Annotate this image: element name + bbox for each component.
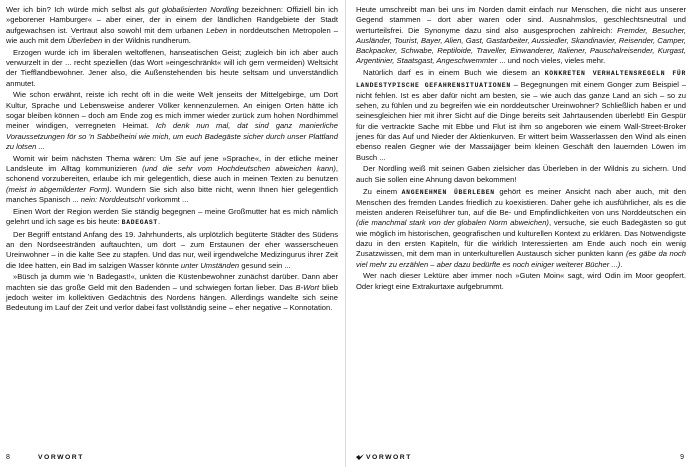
italic-run: gut globalisierten Nordling [148,5,239,14]
running-head-left: VORWORT [38,454,84,461]
italic-run: Leben [206,25,228,35]
smallcaps-run: KONKRETEN VERHALTENSREGELN FÜR LANDESTYPISCHE GEFAHRENSITUATIONEN [356,70,686,89]
paragraph [356,164,686,185]
italic-run: (und die sehr vom Hochdeutschen abweichen kann) [142,163,336,173]
italic-run: Sie [175,153,187,163]
paragraph [6,90,338,152]
italic-run: B-Wort [295,282,320,292]
left-footer [0,454,346,463]
text-run: , schonend vorzubereiten, erlaube ich mir gelegentlich, diese auch in meinen Texten zu benutzen [6,163,338,184]
text-run: . [157,216,161,226]
text-run: gehört es meiner Ansicht nach aber auch, mit den Menschen des fremden Landes friedlich zu koexistieren. Daher gehe ich ausführlicher, als es die meisten anderen Reiseführer tun, auf die Be- und Empfindlichkeiten von uns Norddeutschen ein [356,186,686,218]
text-run: ... und noch vieles, vieles mehr. [497,56,606,66]
paragraph [6,5,338,46]
italic-run: Überleben [67,35,103,45]
bird-icon [356,454,364,460]
paragraph [356,271,686,292]
running-head-right [356,454,412,461]
paragraph [356,187,686,270]
text-run: Zu einem [363,186,402,196]
text-run: gesund sein ... [239,260,291,270]
paragraph [356,5,686,67]
paragraph [6,230,338,271]
text-run: blieb jedoch weiter im kollektiven Gedächtnis des Nordens hängen. Allerdings wandelte sich seine Bedeutung im Lauf der Zeit und verlor dabei fast vollständig seine – eher negative – Konnotation. [6,282,338,313]
paragraph [6,272,338,313]
text-run: in norddeutschen Metropolen – wie auch mit dem [6,25,338,45]
right-page [346,0,692,467]
smallcaps-run: BADEGAST [121,218,158,226]
text-run: Natürlich darf es in einem Buch wie diesem an [363,68,545,78]
page-number-left: 8 [6,454,10,461]
italic-run: unter Umständen [180,260,240,270]
paragraph [6,207,338,229]
text-run: Wer ich bin? Ich würde mich selbst als [6,5,149,14]
text-run: in der Wildnis rundherum. [102,35,191,45]
right-body-text [356,5,686,292]
right-footer [346,454,692,463]
smallcaps-run: ANGENEHMEN ÜBERLEBEN [401,188,495,196]
text-run: »Büsch ja dumm wie 'n Badegast!«, unkten die Küstenbewohner zunächst darüber. Dann aber machten sie das große Geld mit den Badenden – und schwiegen fortan lieber. Das [6,272,338,292]
text-run: Heute umschreibt man bei uns im Norden damit einfach nur Menschen, die nicht aus unserer Gegend stammen – dort aber waren oder sind. Ausnahmslos, geschlechtsneutral und werturteilsfrei. Die Synonyme dazu sind also ausgesprochen zahlreich: [356,5,686,35]
page-number-right: 9 [680,454,684,461]
italic-run: Ich denk nun mal, dat sind ganz manierliche Voraussetzungen för so 'n Sabbelheini wie mich, um euch Badegäste sicher durch unser Plattland zu lotsen ... [6,121,338,151]
text-run: Womit wir beim nächsten Thema wären: Um [13,153,176,163]
paragraph [6,48,338,89]
running-head-right-label: VORWORT [366,454,412,461]
paragraph [356,68,686,163]
text-run: Der Begriff entstand Anfang des 19. Jahrhunderts, als urplötzlich begüterte Städter des Südens an den Nordseestränden auftauchten, um dort – zum Erstaunen der eher wasserscheuen Ureinwohner – in die kalte See zu stapfen. Und das nur, weil irgendwelche Medizingurus ihrer Zeit die Idee hatten, ein Bad im salzigen Wasser könnte [6,229,338,270]
left-body-text [6,5,338,314]
text-run: vorkommt ... [144,194,189,204]
text-run: Der Nordling weiß mit seinen Gaben zielsicher das Überleben in der Wildnis zu sichern. Und auch Sie sollen eine Ahnung davon bekommen! [356,164,686,184]
italic-run: nein: Norddeutsch! [80,194,145,204]
text-run: Einen Wort der Region werden Sie ständig begegnen – meine Großmutter hat es mich nämlich gelehrt und ich sage es bis heute: [6,206,338,226]
text-run: . Wundern Sie sich also bitte nicht, wenn Ihnen hier gelegentlich manches Spanisch ... [6,184,338,204]
text-run: Wer nach dieser Lektüre aber immer noch »Guten Moin« sagt, wird Odin im Moor geopfert. Oder kriegt eine Extrakurtaxe aufgebrummt. [356,271,686,291]
text-run: – Begegnungen mit einem Gonger zum Beispiel – nicht fehlen. Ist es aber dafür nicht am besten, sie – wie auch das ganze Land an sich – so zu sehen, zu fühlen und zu begreifen wie ein norddeutscher Ureinwohner? Schließlich haben er und seinesgleichen hier mit ihrer Sicht auf die Dinge bereits seit Jahrtausenden überlebt! Ein Gespür für die vertrackte Sache mit Ebbe und Flut ist ihm so angeboren wie einem Wall-Street-Broker jenes für das Auf und Nieder der Aktienkurven. Er wittert beim Wasserlassen den Wind als einen ebenso realen Gegner wie der Massaijäger beim kleinen Geschäft den lauernden Löwen im Busch ... [356,79,686,162]
italic-run: Fremder, Besucher, Ausländer, Tourist, Bayer, Alien, Gast, Gastarbeiter, Aussiedler, Skandinavier, Reisender, Camper, Backpacker, Schwabe, Reptiloide, Traveller, Einwanderer, Italiener, Pauschalreisender, Kurgast, Argentinier, Staatsgast, Angeschwemmter [356,25,687,66]
text-run: Wie schon erwähnt, reiste ich recht oft in die weite Welt jenseits der Mittelgebirge, um Dort Kultur, Sprache und Lebensweise anderer Völker kennenzulernen. An einigen Orten hätte ich sogar bleiben können – doch am Ende zog es mich immer wieder zurück zum hohen Nordhimmel meiner windigen, verregneten Heimat. [6,90,338,131]
italic-run: (meist in abgemilderter Form) [6,184,110,194]
paragraph [6,154,338,205]
text-run: auf jene »Sprache«, in der etliche meiner Landsleute im Alltag kommunizieren [6,153,338,173]
text-run: Erzogen wurde ich im liberalen weltoffenen, hanseatischen Geist; zugleich bin ich aber auch verwurzelt in der ... recht speziellen (das Wort »eingeschränkt« will ich gern vermeiden) Weltsicht der Tiefflandbewohner. Jener also, die Außenstehenden bis heute seltsam und unverständlich anmutet. [6,47,338,88]
text-run: bezeichnen: Offiziell bin ich »geborener Hamburger« – aber einer, der in einem der ländlichen Randgebiete der Stadt aufgewachsen ist. Vertraut also sowohl mit dem urbanen [6,5,338,35]
italic-run: (die manchmal stark von der globalen Norm abweichen) [356,218,549,228]
text-run: . [620,259,623,269]
italic-run: (es gäbe da noch viel mehr zu erzählen – aber dazu bedürfte es noch einiger weiterer Bücher ...) [356,249,686,269]
text-run: , versuche, sie euch Badegästen so gut wie möglich im historischen, geografischen und kulturellen Kontext zu erklären. Das Notwendigste dazu in den ersten Kapiteln, für die wirklich Interessierten am Ende auch noch ein wenig Zusatzwissen, mit dem man in unterkulturellen Austausch sicher punkten kann [356,218,686,259]
